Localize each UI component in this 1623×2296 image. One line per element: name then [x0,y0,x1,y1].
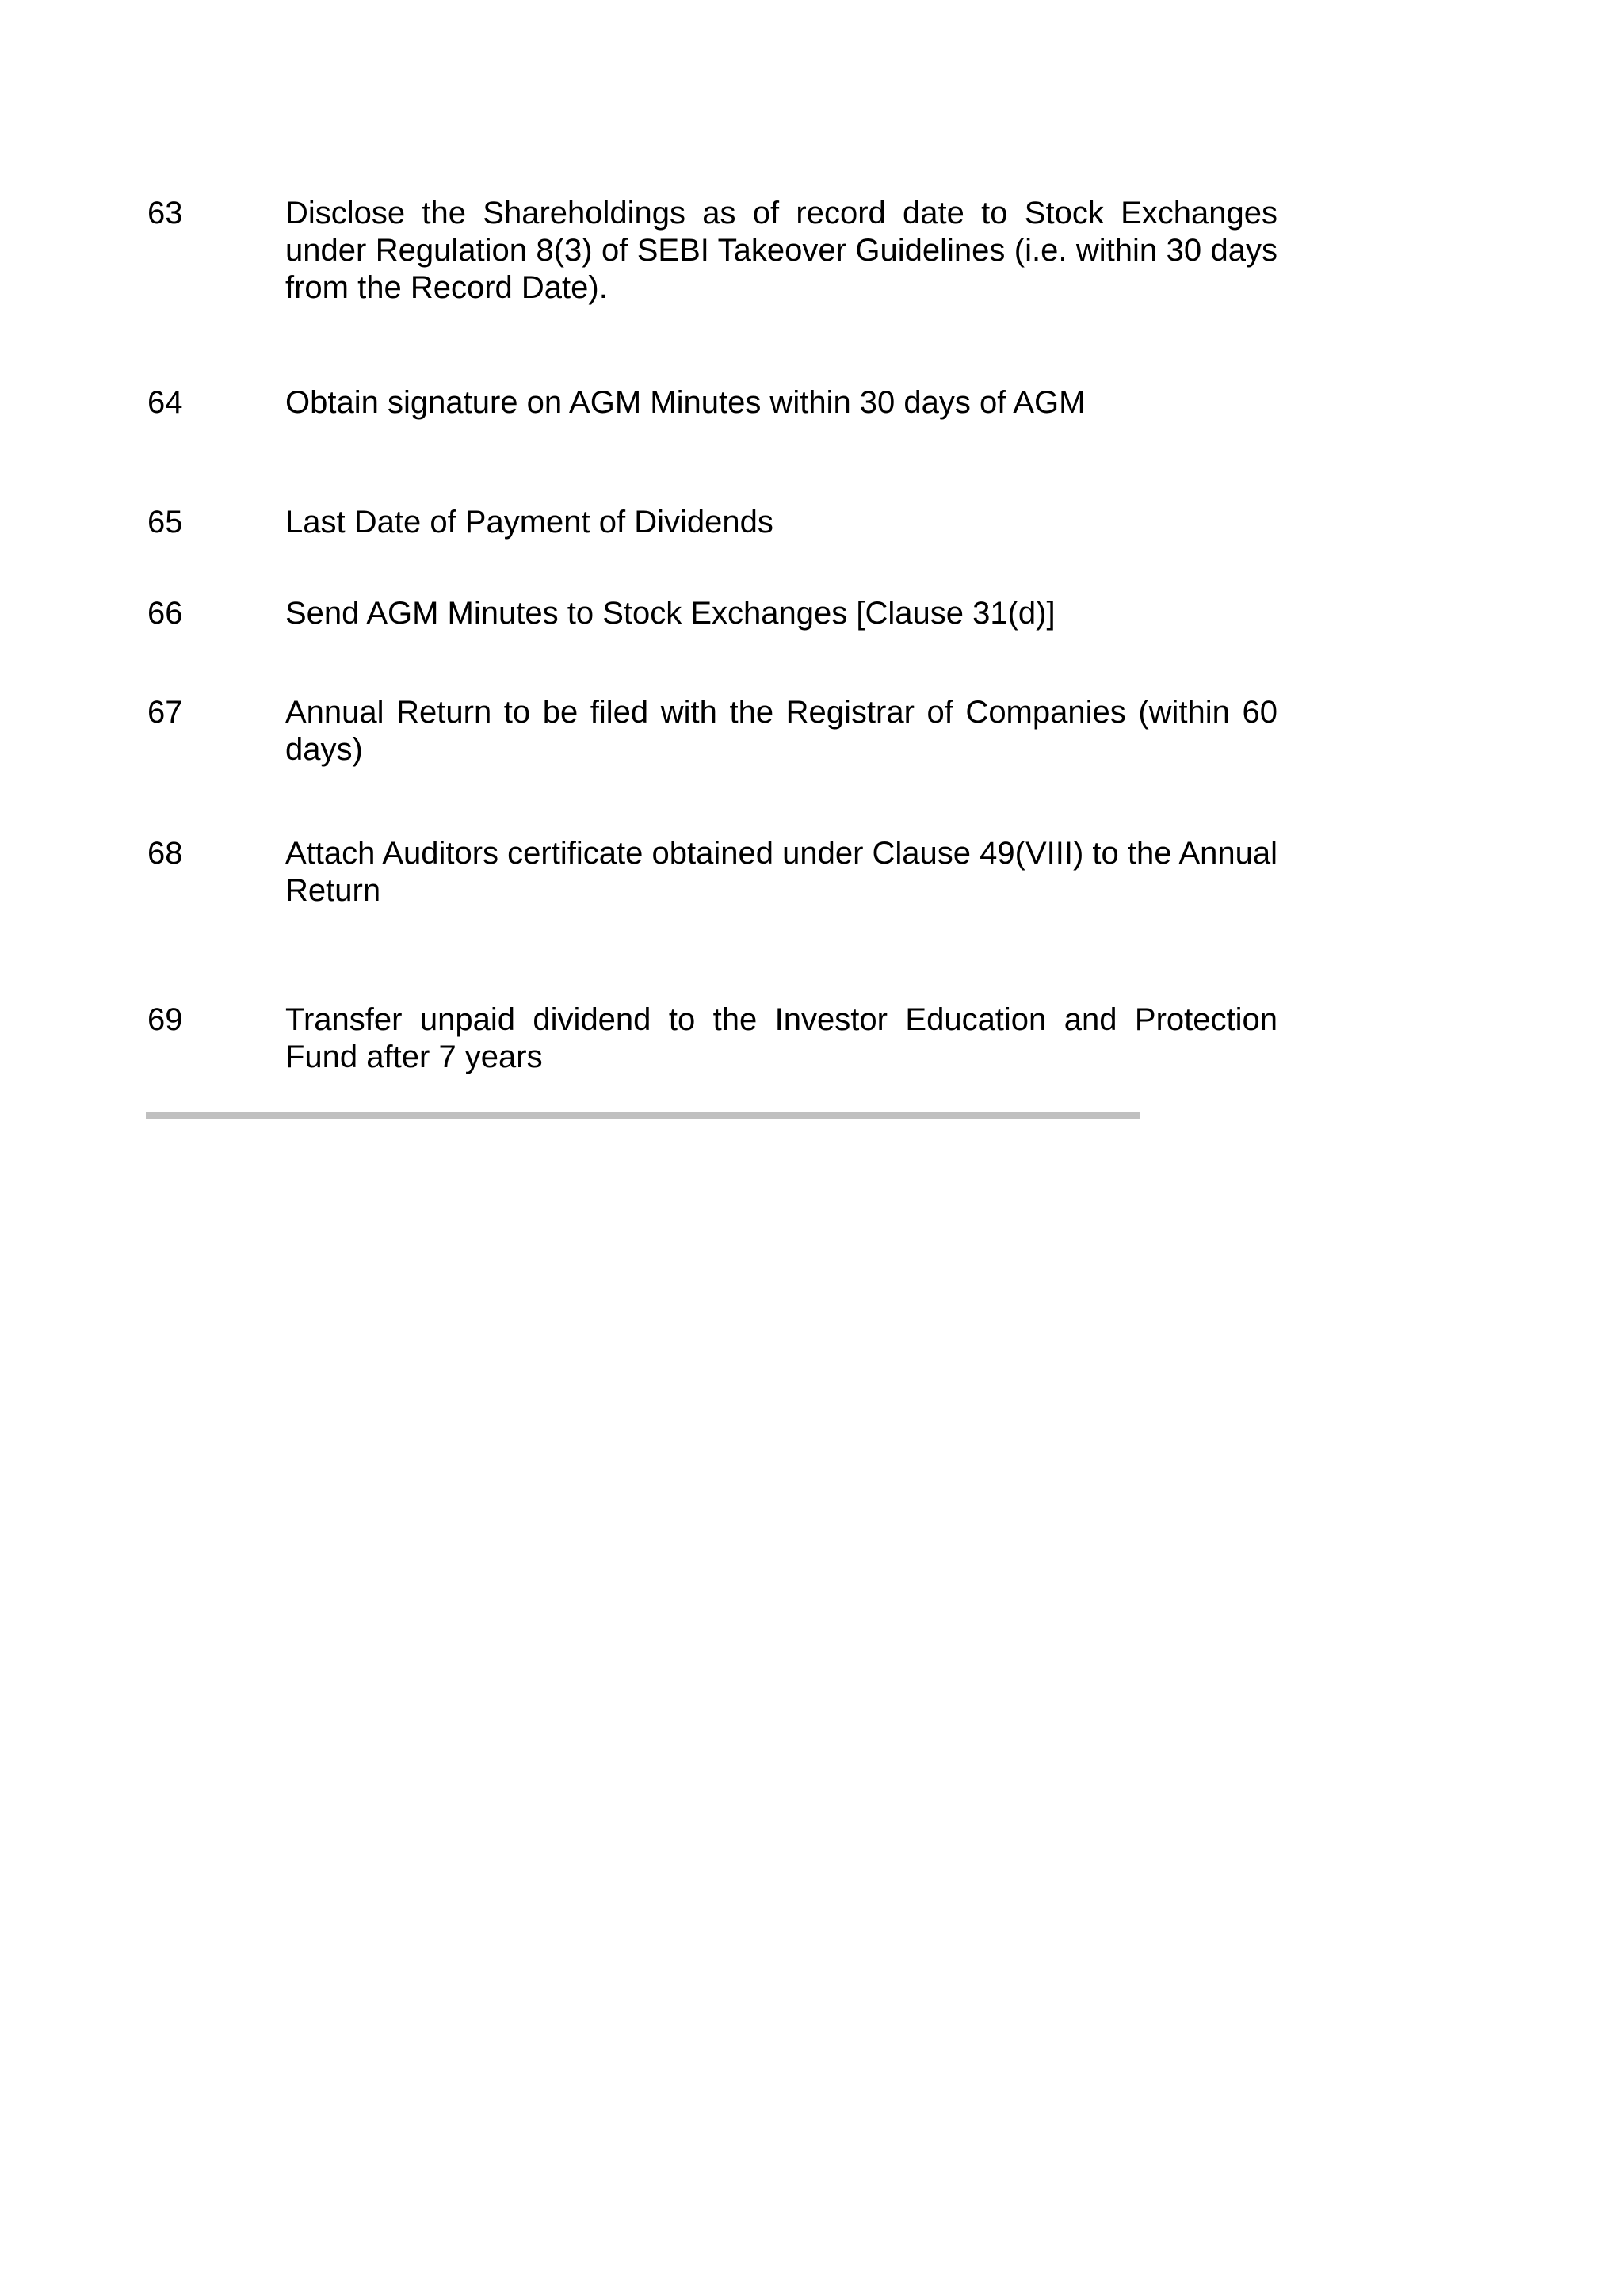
item-number: 69 [147,1002,183,1037]
bottom-rule [146,1112,1140,1119]
item-number: 64 [147,385,183,420]
item-text: Attach Auditors certificate obtained under Clause 49(VIII) to the Annual Return [285,836,1277,908]
item-text: Obtain signature on AGM Minutes within 30 days of AGM [285,385,1086,420]
item-number: 65 [147,505,183,540]
item-number: 68 [147,836,183,871]
item-text: Disclose the Shareholdings as of record date to Stock Exchanges under Regulation 8(3) of SEBI Takeover Guidelines (i.e. within 30 days from the Record Date). [285,196,1277,305]
item-number: 67 [147,695,183,730]
item-number: 66 [147,596,183,631]
item-text: Annual Return to be filed with the Registrar of Companies (within 60 days) [285,695,1277,767]
item-text: Transfer unpaid dividend to the Investor Education and Protection Fund after 7 years [285,1002,1277,1074]
item-text: Last Date of Payment of Dividends [285,505,773,540]
item-number: 63 [147,196,183,231]
item-text: Send AGM Minutes to Stock Exchanges [Clause 31(d)] [285,596,1056,631]
